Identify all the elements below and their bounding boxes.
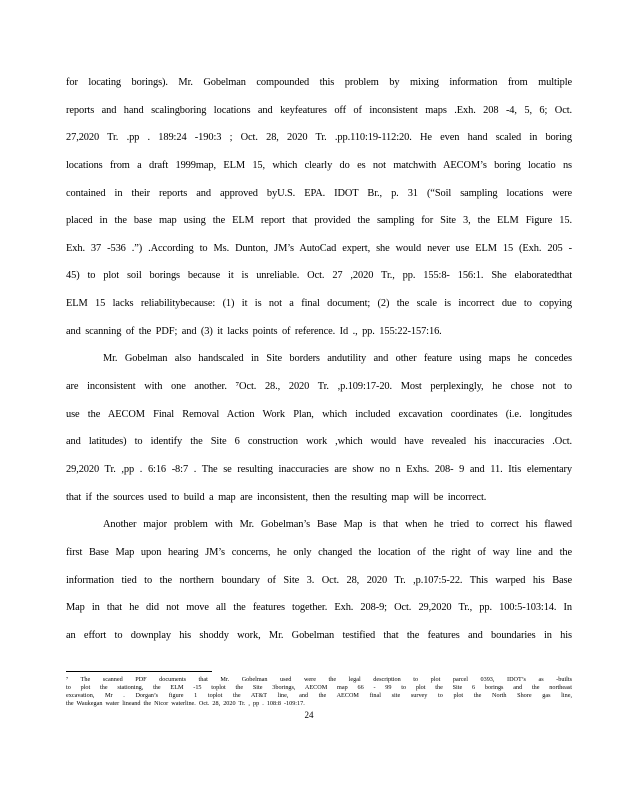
body-line: ELM 15 lacks reliabilitybecause: (1) it is not a final document; (2) the scale is incorrect due to copying — [66, 298, 572, 309]
paragraph-first-line: Mr. Gobelman also handscaled in Site borders andutility and other feature using maps he concedes — [103, 353, 572, 364]
body-line: and scanning of the PDF; and (3) it lacks points of reference. Id ., pp. 155:22-157:16. — [66, 326, 442, 337]
body-line: use the AECOM Final Removal Action Work Plan, which included excavation coordinates (i.e. longitudes — [66, 409, 572, 420]
paragraph-first-line: Another major problem with Mr. Gobelman’s Base Map is that when he tried to correct his flawed — [103, 519, 572, 530]
body-line: contained in their reports and approved byU.S. EPA. IDOT Br., p. 31 (“Soil sampling locations were — [66, 188, 572, 199]
body-line: that if the sources used to build a map are inconsistent, then the resulting map will be incorrect. — [66, 492, 487, 503]
body-line: reports and hand scalingboring locations and keyfeatures off of inconsistent maps .Exh. 208 -4, 5, 6; Oct. — [66, 105, 572, 116]
body-line: are inconsistent with one another. ⁷Oct. 28., 2020 Tr. ,p.109:17-20. Most perplexingly, he chose not to — [66, 381, 572, 392]
body-line: 45) to plot soil borings because it is unreliable. Oct. 27 ,2020 Tr., pp. 155:8- 156:1. She elaboratedthat — [66, 270, 572, 281]
body-line: 29,2020 Tr. ,pp . 6:16 -8:7 . The se resulting inaccuracies are show no n Exhs. 208- 9 and 11. Itis elementary — [66, 464, 572, 475]
body-line: 27,2020 Tr. .pp . 189:24 -190:3 ; Oct. 28, 2020 Tr. .pp.110:19-112:20. He even hand scaled in boring — [66, 132, 572, 143]
footnote-separator — [66, 671, 212, 672]
body-line: first Base Map upon hearing JM’s concerns, he only changed the location of the right of way line and the — [66, 547, 572, 558]
body-line: an effort to downplay his shoddy work, Mr. Gobelman testified that the features and boundaries in his — [66, 630, 572, 641]
body-line: Exh. 37 -536 .”) .According to Ms. Dunton, JM’s AutoCad expert, she would never use ELM 15 (Exh. 205 - — [66, 243, 572, 254]
footnote-line: to plot the stationing, the ELM -15 toplot the Site 3borings, AECOM map 66 - 99 to plot the Site 6 borings and the northeast — [66, 684, 572, 691]
page-number: 24 — [304, 710, 314, 720]
body-line: placed in the base map using the ELM report that provided the sampling for Site 3, the ELM Figure 15. — [66, 215, 572, 226]
body-line: for locating borings). Mr. Gobelman compounded this problem by mixing information from multiple — [66, 77, 572, 88]
body-line: locations from a draft 1999map, ELM 15, which clearly do es not matchwith AECOM’s boring locatio ns — [66, 160, 572, 171]
footnote-line: excavation, Mr . Dorgan’s figure 1 toplot the AT&T line, and the AECOM final site survey to plot the North Shore gas line, — [66, 692, 572, 699]
footnote-line: ⁷ The scanned PDF documents that Mr. Gobelman used were the legal description to plot parcel 0393, IDOT’s as -builts — [66, 676, 572, 683]
footnote-line: the Waukegan water lineand the Nicor waterline. Oct. 28, 2020 Tr. , pp . 108:8 -109:17. — [66, 700, 305, 707]
body-line: Map in that he did not move all the features together. Exh. 208-9; Oct. 29,2020 Tr., pp. 100:5-103:14. In — [66, 602, 572, 613]
body-line: and latitudes) to identify the Site 6 construction work ,which would have revealed his inaccuracies .Oct. — [66, 436, 572, 447]
body-line: information tied to the northern boundary of Site 3. Oct. 28, 2020 Tr. ,p.107:5-22. This warped his Base — [66, 575, 572, 586]
